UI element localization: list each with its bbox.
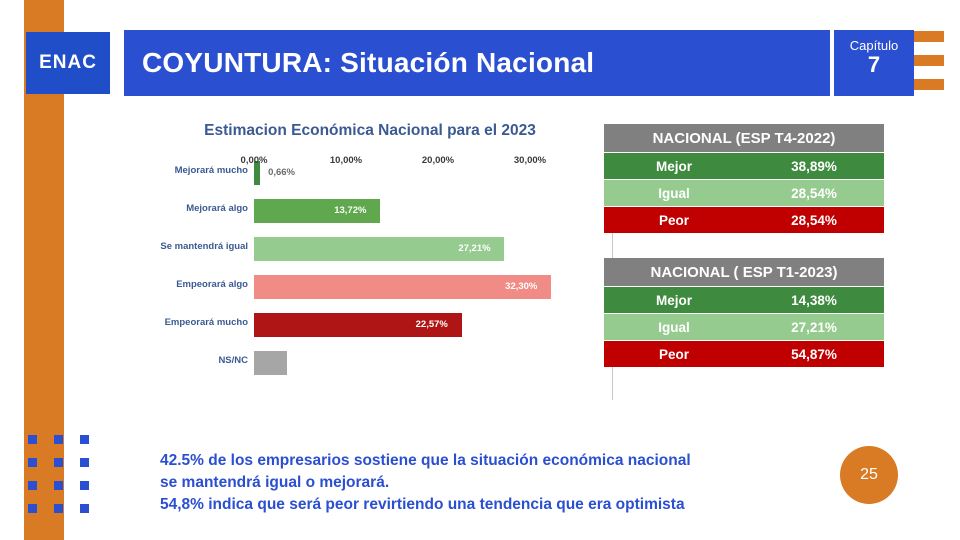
decorative-dot bbox=[80, 481, 89, 490]
table-header: NACIONAL ( ESP T1-2023) bbox=[604, 258, 884, 286]
chart-bar-area bbox=[254, 269, 590, 307]
chart-x-tick: 10,00% bbox=[329, 155, 363, 166]
table-row-value: 28,54% bbox=[744, 207, 884, 233]
table-row-label: Igual bbox=[604, 180, 744, 206]
table-row-label: Igual bbox=[604, 314, 744, 340]
enac-logo bbox=[26, 32, 110, 94]
table-row-label: Peor bbox=[604, 341, 744, 367]
table-row bbox=[604, 286, 884, 313]
chart-value-label: 13,72% bbox=[334, 205, 367, 216]
table-row bbox=[604, 179, 884, 206]
bar-chart bbox=[130, 155, 590, 420]
chart-value-label: 32,30% bbox=[505, 281, 538, 292]
chart-value-label: 0,66% bbox=[268, 167, 295, 178]
chart-bar bbox=[254, 351, 287, 375]
chart-x-tick: 0,00% bbox=[240, 155, 268, 166]
chart-category-label: Empeorará mucho bbox=[164, 317, 248, 328]
chart-x-tick: 20,00% bbox=[421, 155, 455, 166]
decorative-dot bbox=[28, 504, 37, 513]
decorative-dot bbox=[80, 504, 89, 513]
chart-category-label: NS/NC bbox=[218, 355, 248, 366]
table-row bbox=[604, 206, 884, 233]
decorative-dot bbox=[28, 458, 37, 467]
chart-bar-row bbox=[130, 269, 590, 307]
table-row-label: Mejor bbox=[604, 287, 744, 313]
table-row-value: 27,21% bbox=[744, 314, 884, 340]
table-row-label: Mejor bbox=[604, 153, 744, 179]
chart-bar-area bbox=[254, 231, 590, 269]
table-row bbox=[604, 313, 884, 340]
page-number-badge bbox=[840, 446, 898, 504]
chart-value-label: 22,57% bbox=[415, 319, 448, 330]
decorative-dot bbox=[28, 481, 37, 490]
table-row-label: Peor bbox=[604, 207, 744, 233]
chart-category-label: Mejorará mucho bbox=[174, 165, 248, 176]
table-row bbox=[604, 340, 884, 367]
chart-bar-row bbox=[130, 345, 590, 383]
logo-text: ENAC bbox=[39, 52, 97, 73]
chart-bar-area bbox=[254, 345, 590, 383]
decorative-dot bbox=[28, 435, 37, 444]
decorative-dot bbox=[54, 435, 63, 444]
page-title: COYUNTURA: Situación Nacional bbox=[142, 47, 595, 78]
chapter-badge bbox=[834, 30, 914, 96]
chart-value-label: 3,54% bbox=[294, 357, 322, 368]
chart-bar-row bbox=[130, 193, 590, 231]
footer-line-2: se mantendrá igual o mejorará. bbox=[160, 474, 390, 491]
chart-title: Estimacion Económica Nacional para el 2023 bbox=[204, 122, 536, 139]
table-nacional-t4-2022 bbox=[604, 124, 884, 233]
decorative-dot bbox=[80, 435, 89, 444]
slide-title-bar bbox=[124, 30, 830, 96]
footer-line-1: 42.5% de los empresarios sostiene que la situación económica nacional bbox=[160, 452, 691, 469]
footer-summary bbox=[160, 450, 840, 516]
table-row-value: 38,89% bbox=[744, 153, 884, 179]
table-header: NACIONAL (ESP T4-2022) bbox=[604, 124, 884, 152]
chart-x-tick: 30,00% bbox=[513, 155, 547, 166]
decorative-dot bbox=[54, 458, 63, 467]
table-row-value: 14,38% bbox=[744, 287, 884, 313]
table-row-value: 28,54% bbox=[744, 180, 884, 206]
table-row bbox=[604, 152, 884, 179]
chart-category-label: Se mantendrá igual bbox=[160, 241, 248, 252]
decorative-dot bbox=[54, 481, 63, 490]
chapter-number: 7 bbox=[867, 52, 881, 77]
chart-bar-area bbox=[254, 307, 590, 345]
page-number: 25 bbox=[860, 466, 878, 483]
chart-bar-area bbox=[254, 193, 590, 231]
chart-value-label: 27,21% bbox=[458, 243, 491, 254]
chart-category-label: Empeorará algo bbox=[176, 279, 248, 290]
chart-bar-row bbox=[130, 231, 590, 269]
table-row-value: 54,87% bbox=[744, 341, 884, 367]
decorative-dot bbox=[80, 458, 89, 467]
decorative-dot bbox=[54, 504, 63, 513]
chart-bar-row bbox=[130, 307, 590, 345]
table-nacional-t1-2023 bbox=[604, 258, 884, 367]
chart-category-label: Mejorará algo bbox=[186, 203, 248, 214]
chapter-label: Capítulo bbox=[849, 38, 899, 53]
chart-x-axis bbox=[240, 155, 590, 173]
footer-line-3: 54,8% indica que será peor revirtiendo una tendencia que era optimista bbox=[160, 496, 685, 513]
